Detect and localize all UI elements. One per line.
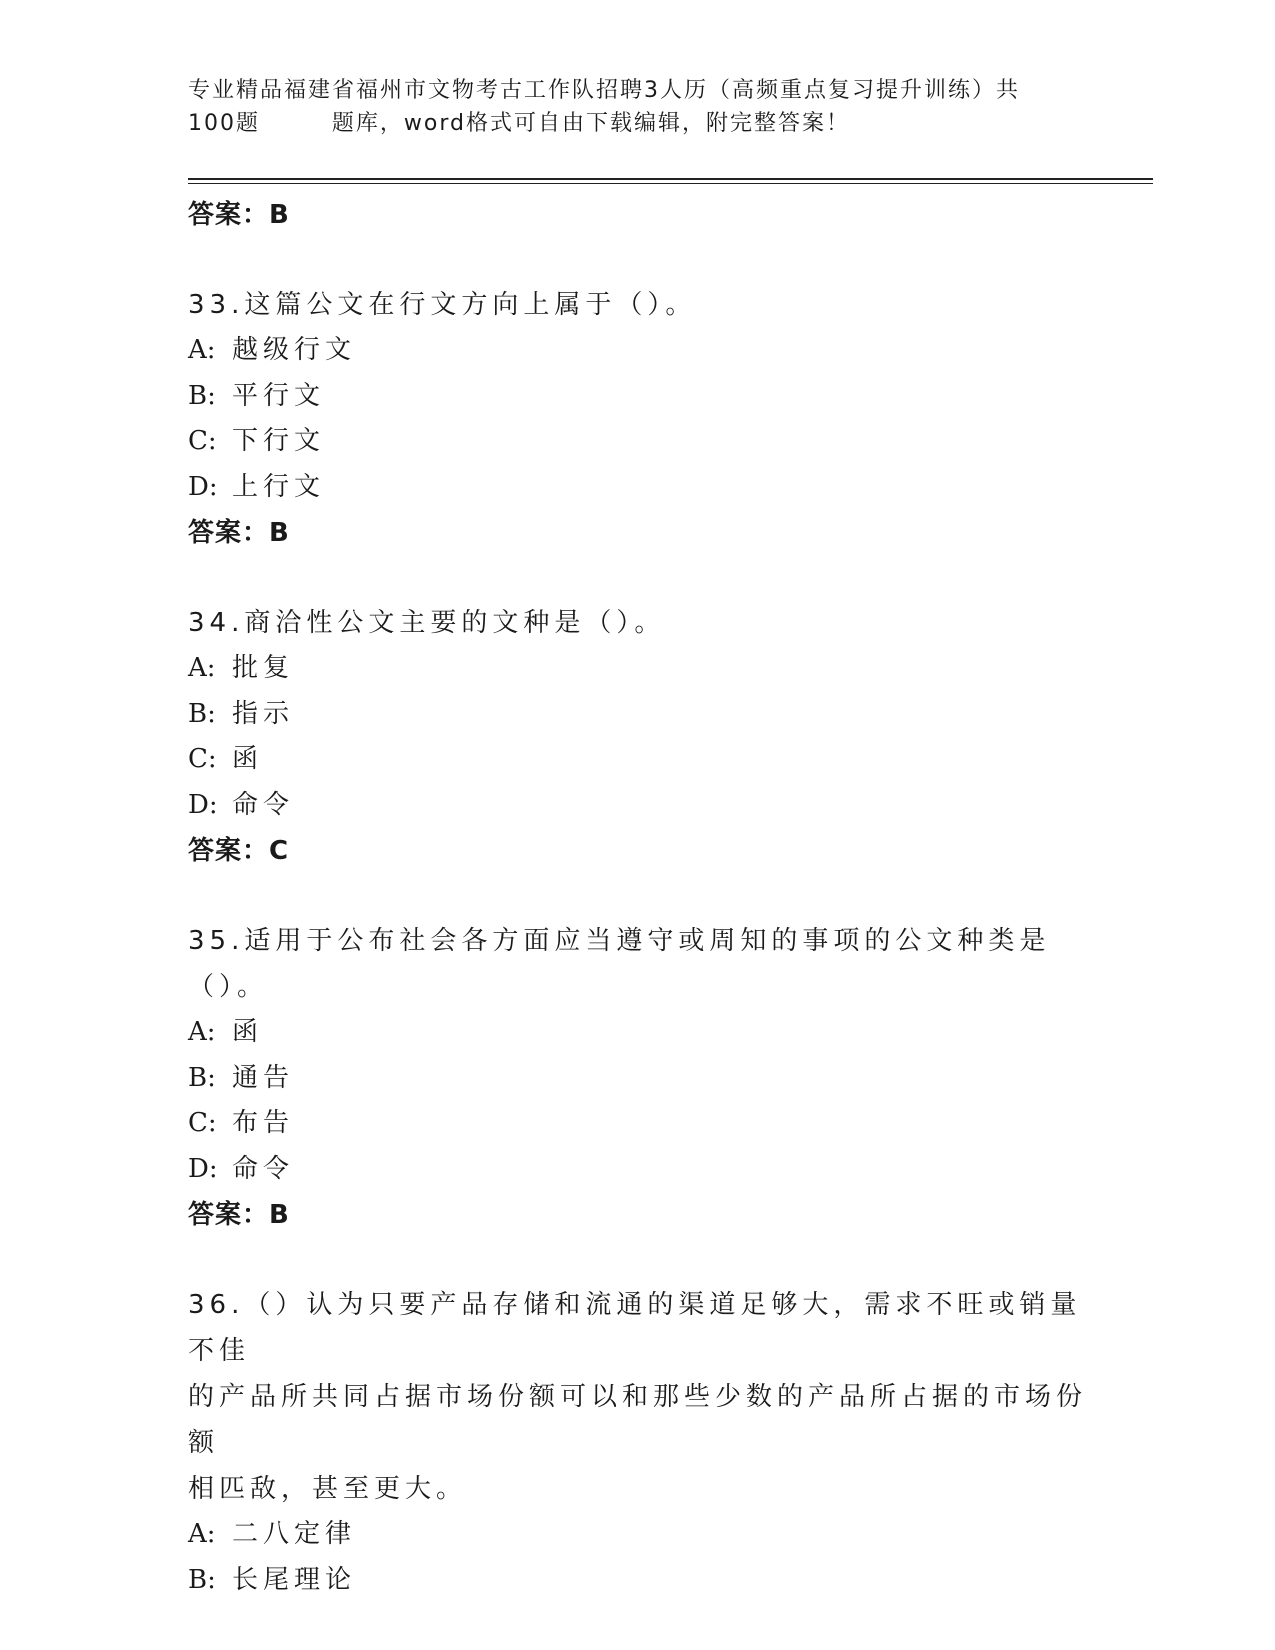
answer-line: 答案：B xyxy=(188,200,290,230)
option-text: 命令 xyxy=(232,1153,295,1184)
option-b xyxy=(188,692,1088,738)
option-a xyxy=(188,328,1088,374)
question-text: 34.商洽性公文主要的文种是（）。 xyxy=(188,608,666,638)
option-a xyxy=(188,646,1088,692)
option-text: 长尾理论 xyxy=(232,1564,357,1595)
header-rule-thin xyxy=(188,183,1153,184)
option-c xyxy=(188,419,1088,465)
option-text: 布告 xyxy=(232,1108,295,1138)
option-b xyxy=(188,374,1088,420)
question-block xyxy=(188,918,1088,1238)
option-letter: D: xyxy=(188,1153,218,1184)
question-text: 33.这篇公文在行文方向上属于（）。 xyxy=(188,290,697,320)
option-d xyxy=(188,465,1088,511)
question-text-line: 36.（）认为只要产品存储和流通的渠道足够大，需求不旺或销量不佳 xyxy=(188,1290,1082,1366)
option-letter: C: xyxy=(188,744,217,774)
option-letter: C: xyxy=(188,1108,217,1138)
document-header xyxy=(188,74,1088,140)
answer-line: 答案：C xyxy=(188,836,290,866)
question-block xyxy=(188,600,1088,874)
option-text: 二八定律 xyxy=(232,1519,357,1549)
option-a xyxy=(188,1512,1088,1558)
option-d xyxy=(188,783,1088,829)
option-c xyxy=(188,1101,1088,1147)
answer-line: 答案：B xyxy=(188,518,290,548)
option-b xyxy=(188,1056,1088,1102)
option-b xyxy=(188,1558,1088,1604)
option-letter: D: xyxy=(188,471,218,502)
option-a xyxy=(188,1010,1088,1056)
option-text: 批复 xyxy=(232,653,295,683)
header-rule-thick xyxy=(188,178,1153,180)
option-letter: D: xyxy=(188,789,218,820)
question-block xyxy=(188,282,1088,556)
question-text: 35.适用于公布社会各方面应当遵守或周知的事项的公文种类是（）。 xyxy=(188,926,1051,1002)
option-text: 函 xyxy=(232,744,264,774)
document-body xyxy=(188,188,1088,1603)
option-d xyxy=(188,1147,1088,1193)
option-letter: B: xyxy=(188,1564,216,1595)
option-text: 通告 xyxy=(232,1062,295,1093)
question-text-line: 相匹敌，甚至更大。 xyxy=(188,1474,468,1504)
question-text-line: 的产品所共同占据市场份额可以和那些少数的产品所占据的市场份额 xyxy=(188,1382,1088,1458)
option-letter: A: xyxy=(188,653,216,683)
option-c xyxy=(188,737,1088,783)
question-block xyxy=(188,1282,1088,1603)
option-letter: B: xyxy=(188,698,216,729)
option-letter: B: xyxy=(188,380,216,411)
option-text: 指示 xyxy=(232,698,295,729)
option-text: 越级行文 xyxy=(232,335,357,365)
header-line-1: 专业精品福建省福州市文物考古工作队招聘3人历（高频重点复习提升训练）共 xyxy=(188,78,1020,103)
option-text: 下行文 xyxy=(232,426,326,456)
option-letter: A: xyxy=(188,1519,216,1549)
option-letter: B: xyxy=(188,1062,216,1093)
option-letter: C: xyxy=(188,426,217,456)
option-text: 命令 xyxy=(232,789,295,820)
answer-line: 答案：B xyxy=(188,1200,290,1230)
option-letter: A: xyxy=(188,335,216,365)
option-letter: A: xyxy=(188,1017,216,1047)
option-text: 上行文 xyxy=(232,471,326,502)
option-text: 函 xyxy=(232,1017,264,1047)
option-text: 平行文 xyxy=(232,380,326,411)
header-line-2: 100题 题库，word格式可自由下载编辑，附完整答案！ xyxy=(188,111,851,136)
